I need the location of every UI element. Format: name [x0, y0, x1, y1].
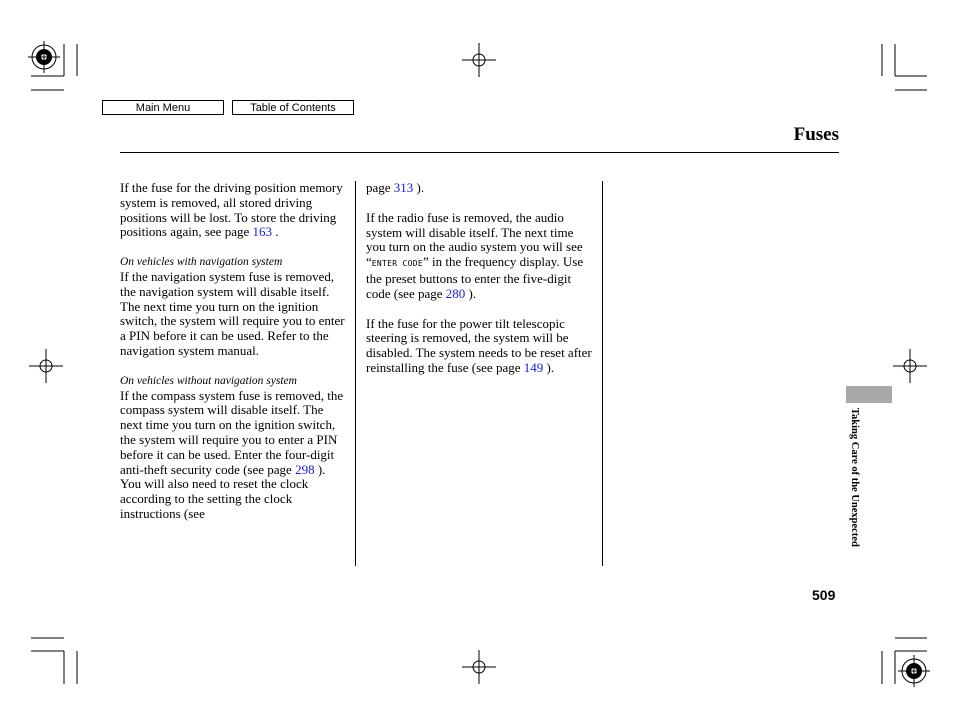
- page-link-149[interactable]: 149: [523, 359, 544, 375]
- paragraph-continuation: page 313 ).: [366, 180, 425, 195]
- subheading-with-navigation: On vehicles with navigation system: [120, 256, 283, 269]
- column-divider: [602, 181, 603, 566]
- page-link-313[interactable]: 313: [393, 180, 414, 195]
- paragraph-steering-fuse: If the fuse for the power tilt telescopic steering is removed, the system will be disabled. The system needs to be reset after reinstalling the fuse (see page 149 ).: [366, 315, 592, 375]
- registration-mark-icon: [898, 655, 930, 687]
- page-link-163[interactable]: 163: [252, 224, 272, 240]
- crosshair-icon: [462, 43, 496, 77]
- subheading-without-navigation: On vehicles without navigation system: [120, 374, 297, 387]
- table-of-contents-button[interactable]: Table of Contents: [232, 100, 354, 115]
- column-1: [120, 181, 346, 522]
- page-title: Fuses: [793, 124, 839, 145]
- page-number: 509: [812, 587, 836, 603]
- crosshair-icon: [29, 349, 63, 383]
- column-divider: [355, 181, 356, 566]
- title-rule: [120, 152, 839, 153]
- main-menu-button[interactable]: Main Menu: [102, 100, 224, 115]
- section-tab: [846, 386, 892, 403]
- page-link-280[interactable]: 280: [445, 285, 466, 301]
- paragraph-compass-fuse: If the compass system fuse is removed, the compass system will disable itself. The next time you turn on the ignition switch, the system will require you to enter a PIN before it can be used. Enter the four-digit anti-theft security code (see page 298 ). You will also need to reset the clock according to the setting the clock instructions (see: [120, 387, 344, 521]
- crop-mark-icon: [882, 44, 927, 90]
- paragraph-memory-system: If the fuse for the driving position memory system is removed, all stored driving positions will be lost. To store the driving positions again, see page 163 .: [120, 180, 343, 240]
- crop-mark-icon: [31, 638, 77, 684]
- column-2: [366, 181, 592, 376]
- paragraph-navigation-fuse: If the navigation system fuse is removed, the navigation system will disable itself. The next time you turn on the ignition switch, the system will require you to enter a PIN before it can be used. Refer to the navigation system manual.: [120, 268, 345, 358]
- display-code-text: ENTER CODE: [371, 259, 423, 269]
- registration-mark-icon: [28, 41, 60, 73]
- section-label: Taking Care of the Unexpected: [849, 408, 860, 547]
- paragraph-radio-fuse: If the radio fuse is removed, the audio system will disable itself. The next time you turn on the audio system you will see “ENTER CODE” in the frequency display. Use the preset buttons to enter the five-digit code (see page 280 ).: [366, 209, 584, 301]
- crosshair-icon: [893, 349, 927, 383]
- crosshair-icon: [462, 650, 496, 684]
- page-link-298[interactable]: 298: [295, 461, 315, 477]
